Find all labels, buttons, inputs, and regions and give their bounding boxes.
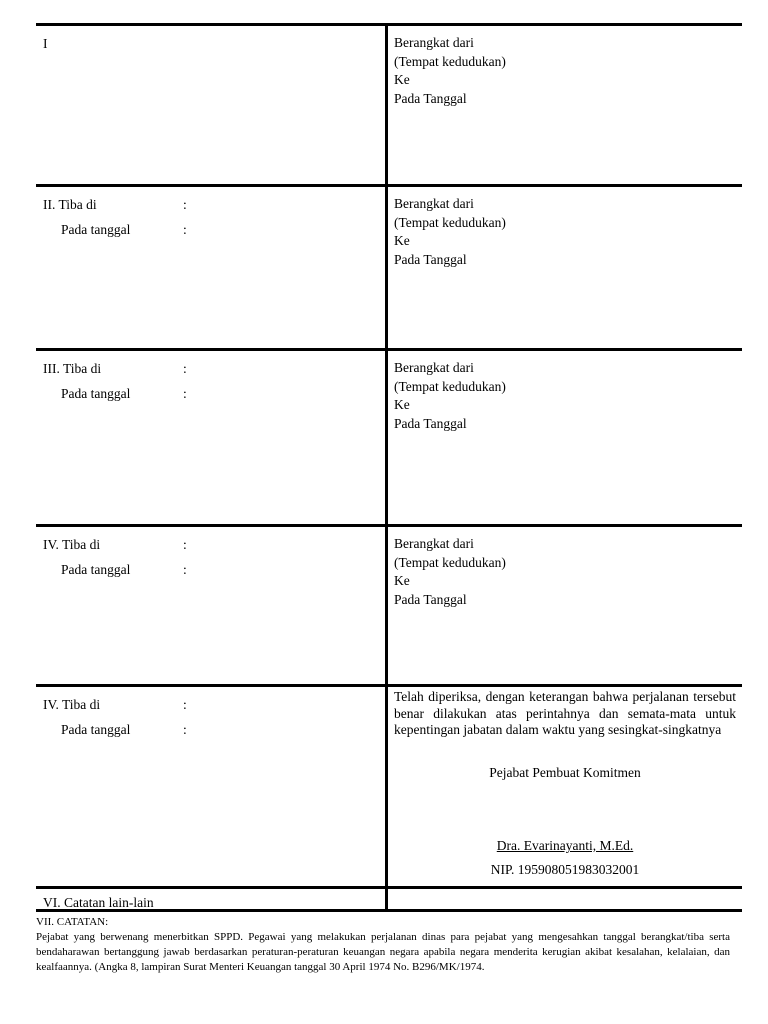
- official-name: Dra. Evarinayanti, M.Ed.: [496, 838, 634, 853]
- departure-date-label: Pada Tanggal: [394, 251, 467, 267]
- colon-separator: :: [183, 562, 187, 577]
- arrival-place-line: [43, 695, 385, 720]
- official-role: Pejabat Pembuat Komitmen: [489, 764, 641, 780]
- colon-separator: :: [183, 361, 187, 376]
- catatan-heading: VII. CATATAN:: [36, 916, 109, 928]
- home-base-label: (Tempat kedudukan): [394, 378, 506, 394]
- section-4-left-cell: [36, 527, 388, 684]
- departure-date-label: Pada Tanggal: [394, 415, 467, 431]
- catatan-section: [36, 915, 730, 975]
- home-base-label: (Tempat kedudukan): [394, 53, 506, 69]
- section-1-left-cell: [36, 26, 388, 184]
- section-1-row: [36, 23, 742, 184]
- other-notes-field[interactable]: [388, 889, 742, 909]
- destination-label: Ke: [394, 573, 410, 588]
- colon-separator: :: [183, 197, 187, 212]
- arrival-date-label: Pada tanggal: [61, 722, 131, 737]
- other-notes-row: [36, 886, 742, 912]
- colon-separator: :: [183, 537, 187, 552]
- section-1-title: I: [43, 36, 48, 51]
- arrival-date-label: Pada tanggal: [61, 386, 131, 401]
- colon-separator: :: [183, 222, 187, 237]
- home-base-label: (Tempat kedudukan): [394, 214, 506, 230]
- section-1-right-cell: [388, 26, 742, 184]
- destination-label: Ke: [394, 233, 410, 248]
- departure-from-label: Berangkat dari: [394, 35, 474, 50]
- departure-date-label: Pada Tanggal: [394, 591, 467, 607]
- verification-statement: Telah diperiksa, dengan keterangan bahwa perjalanan tersebut benar dilakukan atas perintahnya dan semata-mata untuk kepentingan jabatan dalam waktu yang sesingkat-singkatnya: [394, 689, 736, 737]
- section-4-row: [36, 524, 742, 684]
- travel-record-form: [36, 23, 742, 912]
- other-notes-label: VI. Catatan lain-lain: [43, 895, 154, 910]
- destination-label: Ke: [394, 72, 410, 87]
- section-5-left-cell: [36, 687, 388, 886]
- arrival-date-line: [43, 384, 385, 409]
- section-3-left-cell: [36, 351, 388, 524]
- other-notes-left-cell: [36, 889, 388, 909]
- arrival-date-line: [43, 220, 385, 245]
- section-2-row: [36, 184, 742, 348]
- arrival-place-line: [43, 359, 385, 384]
- arrival-date-line: [43, 560, 385, 585]
- section-4-right-cell: [388, 527, 742, 684]
- section-2-right-cell: [388, 187, 742, 348]
- section-2-left-cell: [36, 187, 388, 348]
- colon-separator: :: [183, 386, 187, 401]
- departure-date-label: Pada Tanggal: [394, 90, 467, 106]
- arrival-date-line: [43, 720, 385, 745]
- departure-from-label: Berangkat dari: [394, 536, 474, 551]
- home-base-label: (Tempat kedudukan): [394, 554, 506, 570]
- section-3-row: [36, 348, 742, 524]
- departure-from-label: Berangkat dari: [394, 196, 474, 211]
- section-3-right-cell: [388, 351, 742, 524]
- official-nip: NIP. 195908051983032001: [490, 861, 640, 877]
- catatan-body: Pejabat yang berwenang menerbitkan SPPD. Pegawai yang melakukan perjalanan dinas para pejabat yang mengesahkan tanggal berangkat/tiba serta bendaharawan bertanggung jawab berdasarkan peraturan-peraturan keuangan negara apabila negara menderita kerugian akibat kesalahan, kelalaian, dan kealfaannya. (Angka 8, lampiran Surat Menteri Keuangan tanggal 30 April 1974 No. B296/MK/1974.: [36, 931, 730, 973]
- arrival-place-label: IV. Tiba di: [43, 697, 101, 712]
- arrival-place-line: [43, 535, 385, 560]
- destination-label: Ke: [394, 397, 410, 412]
- arrival-place-line: [43, 195, 385, 220]
- arrival-place-label: IV. Tiba di: [43, 537, 101, 552]
- arrival-date-label: Pada tanggal: [61, 562, 131, 577]
- arrival-date-label: Pada tanggal: [61, 222, 131, 237]
- departure-from-label: Berangkat dari: [394, 360, 474, 375]
- colon-separator: :: [183, 697, 187, 712]
- colon-separator: :: [183, 722, 187, 737]
- arrival-place-label: III. Tiba di: [43, 361, 102, 376]
- section-5-row: [36, 684, 742, 886]
- arrival-place-label: II. Tiba di: [43, 197, 97, 212]
- verification-cell: [388, 687, 742, 886]
